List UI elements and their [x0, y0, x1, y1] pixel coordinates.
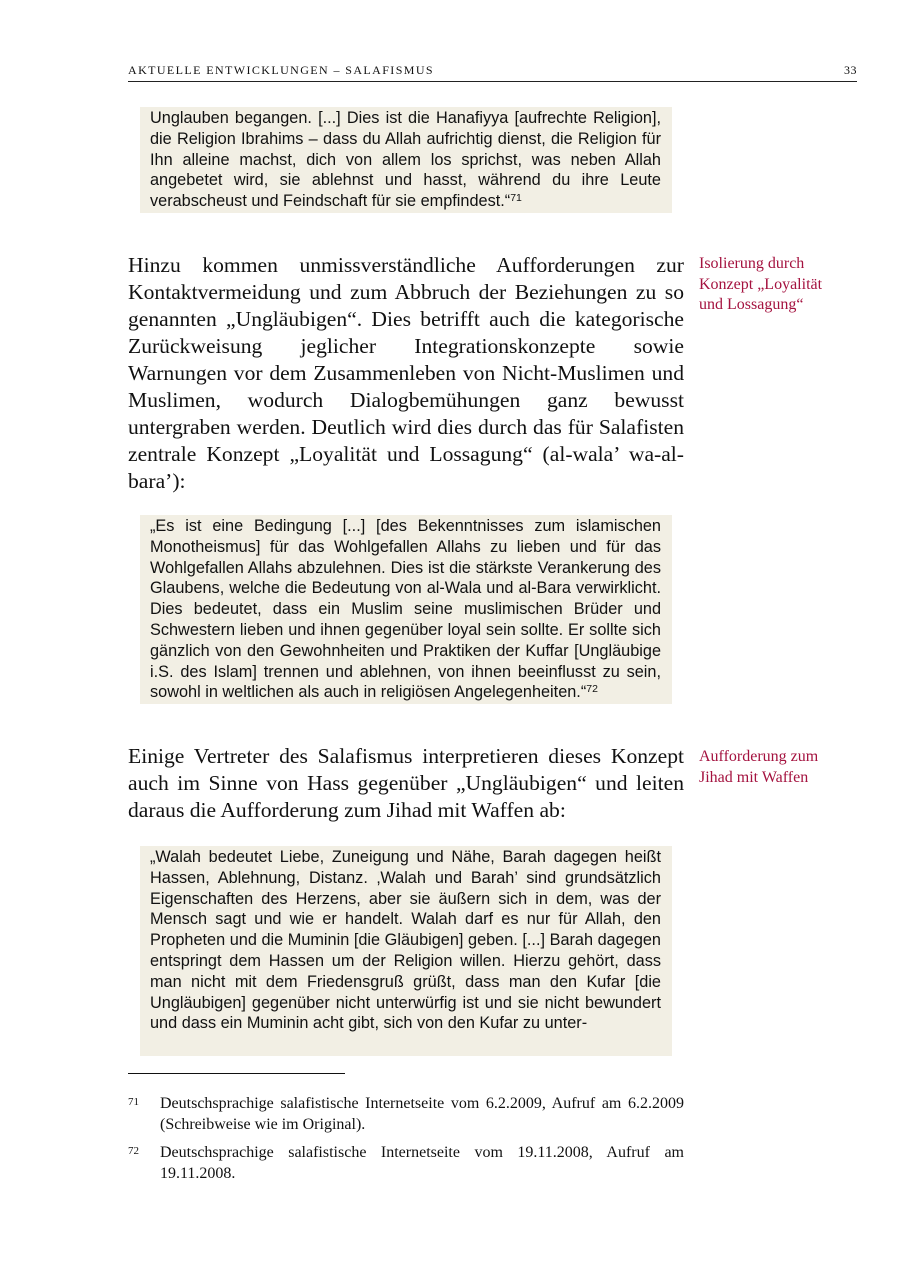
page-number: 33	[844, 63, 857, 77]
block-quote-2	[140, 515, 672, 704]
footnote-ref-72[interactable]: 72	[586, 683, 598, 696]
footnote-number: 71	[128, 1096, 139, 1108]
footnote-ref-71[interactable]: 71	[510, 192, 522, 205]
margin-note-1: Isolierung durch Konzept „Loyalität und Lossagung“	[699, 255, 823, 313]
margin-note-2: Aufforderung zum Jihad mit Waffen	[699, 748, 819, 786]
footnote-number: 72	[128, 1145, 139, 1157]
paragraph-1: Hinzu kommen unmissverständliche Aufforderungen zur Kontaktvermeidung und zum Abbruch der Beziehungen zu so genannten „Ungläubigen“. Dies betrifft auch die kategorische Zurückweisung jeglicher Integrationskonzepte sowie Warnungen vor dem Zusammenleben von Nicht-Muslimen und Muslimen, wodurch Dialogbemühungen ganz bewusst untergraben werden. Deutlich wird dies durch das für Salafisten zentrale Konzept „Loyalität und Lossagung“ (al-wala’ wa-al-bara’):	[128, 253, 684, 493]
block-quote-3	[140, 846, 672, 1056]
footnote-text: Deutschsprachige salafistische Internetseite vom 6.2.2009, Aufruf am 6.2.2009 (Schreibweise wie im Original).	[160, 1095, 684, 1133]
quote-text: Unglauben begangen. [...] Dies ist die Hanafiyya [aufrechte Religion], die Religion Ibrahims – dass du Allah aufrichtig dienst, die Religion für Ihn alleine machst, dich von allem los sprichst, was neben Allah angebetet wird, sie ablehnst und hasst, während du ihre Leute verabscheust und Feindschaft für sie empfindest.“	[150, 109, 661, 211]
quote-text: „Walah bedeutet Liebe, Zuneigung und Nähe, Barah dagegen heißt Hassen, Ablehnung, Distanz. ‚Walah und Barah’ sind grundsätzlich Eigenschaften des Herzens, aber sie äußern sich in dem, was der Mensch sagt und wie er handelt. Walah darf es nur für Allah, den Propheten und die Muminin [die Gläubigen] geben. [...] Barah dagegen entspringt dem Hassen um der Religion willen. Hierzu gehört, dass man nicht mit dem Friedensgruß grüßt, dass man den Kufar [die Ungläubigen] gegenüber nicht unterwürfig ist und sie nicht bewundert und dass ein Muminin acht gibt, sich von den Kufar zu unter-	[150, 848, 661, 1033]
footnote-72	[128, 1143, 684, 1185]
footnote-71	[128, 1094, 684, 1136]
running-header	[128, 62, 857, 82]
quote-text: „Es ist eine Bedingung [...] [des Bekenntnisses zum islamischen Monotheismus] für das Wohlgefallen Allahs zu lieben und für das Wohlgefallen Allahs abzulehnen. Dies ist die stärkste Verankerung des Glaubens, welche die Bedeutung von al-Wala und al-Bara verwirklicht. Dies bedeutet, dass ein Muslim seine muslimischen Brüder und Schwestern lieben und ihnen gegenüber loyal sein sollte. Er sollte sich gänzlich von den Gewohnheiten und Praktiken der Kuffar [Ungläubige i.S. des Islam] trennen und ablehnen, von ihnen beeinflusst zu sein, sowohl in weltlichen als auch in religiösen Angelegenheiten.“	[150, 517, 661, 702]
footnote-text: Deutschsprachige salafistische Internetseite vom 19.11.2008, Aufruf am 19.11.2008.	[160, 1144, 684, 1182]
block-quote-1	[140, 107, 672, 213]
running-title: AKTUELLE ENTWICKLUNGEN – SALAFISMUS	[128, 63, 434, 77]
paragraph-2: Einige Vertreter des Salafismus interpretieren dieses Konzept auch im Sinne von Hass gegenüber „Ungläubigen“ und leiten daraus die Aufforderung zum Jihad mit Waffen ab:	[128, 744, 684, 822]
footnote-separator	[128, 1073, 345, 1074]
